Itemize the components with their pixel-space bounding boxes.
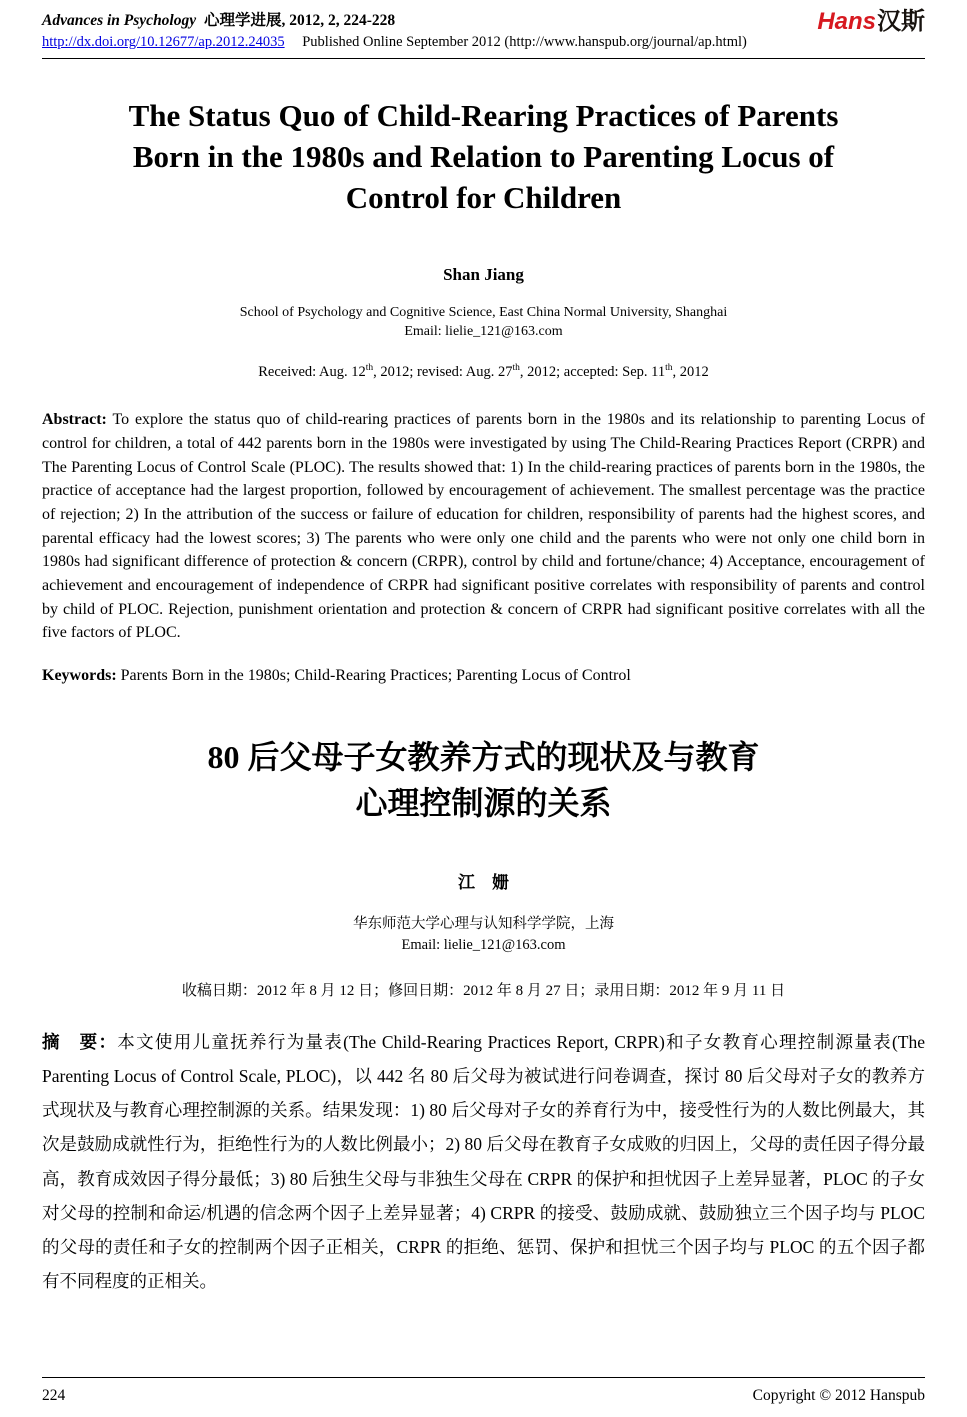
journal-info: [42, 8, 747, 51]
author-en: Shan Jiang: [443, 264, 524, 284]
hanspub-logo: [817, 9, 925, 35]
superscript-th: th: [665, 363, 673, 374]
journal-issue-info: 心理学进展, 2012, 2, 224-228: [204, 12, 396, 29]
paper-title-en-line3: Control for Children: [345, 180, 622, 216]
journal-header: [42, 8, 925, 59]
affiliation-en: School of Psychology and Cognitive Science, East China Normal University, Shanghai: [239, 304, 728, 320]
doi-link[interactable]: http://dx.doi.org/10.12677/ap.2012.24035: [42, 34, 285, 50]
superscript-th: th: [512, 363, 520, 374]
email-cn: Email: lielie_121@163.com: [401, 937, 566, 954]
paper-title-cn: [42, 735, 925, 826]
hans-logo-text: Hans: [817, 8, 876, 35]
abstract-en: [42, 408, 925, 645]
keywords-label-en: Keywords:: [42, 667, 117, 685]
email-en: Email: lielie_121@163.com: [404, 323, 563, 339]
abstract-label-cn: 摘 要：: [42, 1032, 118, 1053]
keywords-en: [42, 667, 925, 685]
affiliation-cn-block: [42, 914, 925, 956]
page-number: 224: [42, 1387, 66, 1404]
journal-title-line: [42, 8, 747, 30]
abstract-cn: [42, 1025, 925, 1298]
abstract-text-cn: 本文使用儿童抚养行为量表(The Child-Rearing Practices Report, CRPR)和子女教育心理控制源量表(The Parenting Locus of Control Scale, PLOC)，以 442 名 80 后父母为被试进行问卷调查，探讨 80 后父母对子女的教养方式现状及与教育心理控制源的关系。结果发现：1) 80 后父母对子女的养育行为中，接受性行为的人数比例最大，其次是鼓励成就性行为，拒绝性行为的人数比例最小；2) 80 后父母在教育子女成败的归因上，父母的责任因子得分最高，教育成效因子得分最低；3) 80 后独生父母与非独生父母在 CRPR 的保护和担忧因子上差异显著，PLOC 的子女对父母的控制和命运/机遇的信念两个因子上差异显著；4) CRPR 的接受、鼓励成就、鼓励独立三个因子均与 PLOC 的父母的责任和子女的控制两个因子正相关，CRPR 的拒绝、惩罚、保护和担忧三个因子均与 PLOC 的五个因子都有不同程度的正相关。: [42, 1032, 925, 1291]
hans-logo-cn-text: 汉斯: [877, 9, 925, 35]
paper-title-en-line2: Born in the 1980s and Relation to Parenting Locus of: [132, 139, 835, 175]
received-dates-en: Received: Aug. 12th, 2012; revised: Aug. 27th, 2012; accepted: Sep. 11th, 2012: [258, 363, 709, 381]
received-dates-cn: 收稿日期：2012 年 8 月 12 日；修回日期：2012 年 8 月 27 日；录用日期：2012 年 9 月 11 日: [181, 983, 786, 1000]
paper-title-cn-line1: 80 后父母子女教养方式的现状及与教育: [207, 739, 760, 776]
paper-title-cn-line2: 心理控制源的关系: [355, 784, 612, 821]
author-cn: 江 姗: [458, 873, 509, 893]
copyright-notice: Copyright © 2012 Hanspub: [752, 1387, 925, 1404]
abstract-label-en: Abstract:: [42, 411, 107, 429]
published-online-text: Published Online September 2012 (http://www.hanspub.org/journal/ap.html): [302, 34, 747, 50]
keywords-text-en: Parents Born in the 1980s; Child-Rearing Practices; Parenting Locus of Control: [120, 667, 631, 685]
paper-title-en: [42, 95, 925, 219]
paper-title-en-line1: The Status Quo of Child-Rearing Practices of Parents: [128, 98, 839, 133]
abstract-text-en: To explore the status quo of child-rearing practices of parents born in the 1980s and its relationship to parenting Locus of control for children, a total of 442 parents born in the 1980s were investigated by using The Child-Rearing Practices Report (CRPR) and The Parenting Locus of Control Scale (PLOC). The results showed that: 1) In the child-rearing practices of parents born in the 1980s, the practice of acceptance had the largest proportion, followed by encouragement of achievement. The smallest percentage was the practice of rejection; 2) In the attribution of the success or failure of education for children, responsibility of parents had the highest scores, and parental efficacy had the lowest scores; 3) The parents who were only one child and the parents who were not only one child born in 1980s had significant difference of protection & concern (CRPR), control by child and fortune/chance; 4) Acceptance, encouragement of achievement and encouragement of independence of CRPR had significant positive correlates with responsibility of parents and control by child of PLOC. Rejection, punishment orientation and protection & concern of CRPR had significant positive correlates with all the five factors of PLOC.: [42, 411, 925, 642]
page-footer: [42, 1377, 925, 1405]
journal-title: Advances in Psychology: [42, 12, 197, 29]
doi-line: [42, 34, 747, 51]
superscript-th: th: [365, 363, 374, 374]
affiliation-cn: 华东师范大学心理与认知科学学院，上海: [353, 916, 614, 933]
affiliation-en-block: [42, 304, 925, 342]
